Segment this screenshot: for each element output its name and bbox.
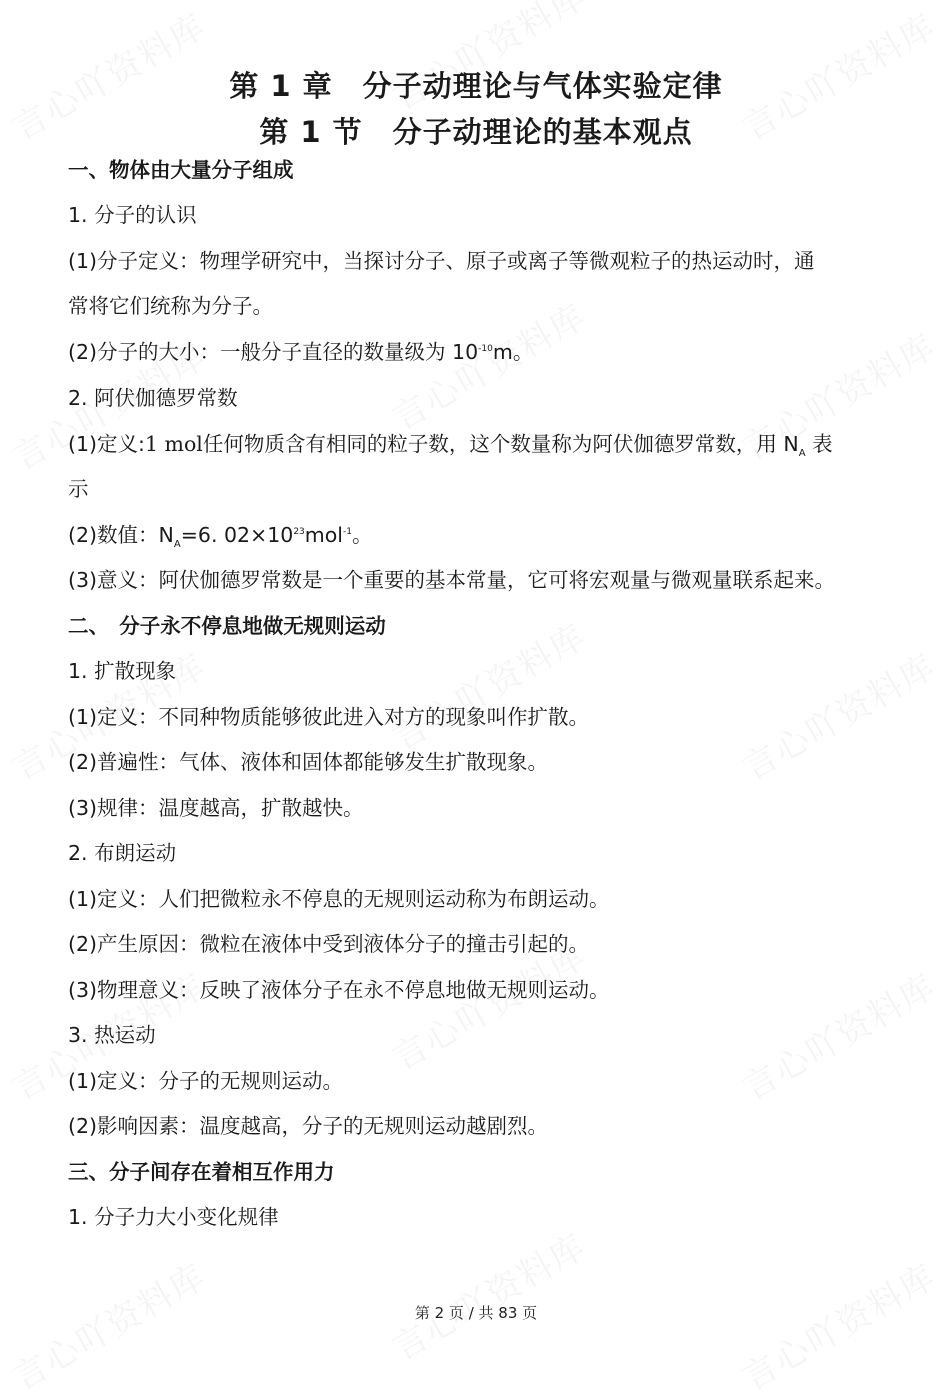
paragraph-line: (3)规律：温度越高，扩散越快。 <box>68 796 364 820</box>
paragraph-line: (3)意义：阿伏伽德罗常数是一个重要的基本常量，它可将宏观量与微观量联系起来。 <box>68 568 836 592</box>
chapter-title: 第 1 章 分子动理论与气体实验定律 <box>229 69 723 103</box>
paragraph-line: (2)产生原因：微粒在液体中受到液体分子的撞击引起的。 <box>68 932 590 956</box>
subheading: 2. 布朗运动 <box>68 841 177 865</box>
paragraph-line: (1)定义：人们把微粒永不停息的无规则运动称为布朗运动。 <box>68 887 610 911</box>
superscript: -10 <box>478 344 493 355</box>
subscript: A <box>798 448 806 460</box>
paragraph-line: (1)分子定义：物理学研究中，当探讨分子、原子或离子等微观粒子的热运动时，通 <box>68 249 815 273</box>
text-run: (2)数值：N <box>68 523 174 547</box>
section-heading: 三、分子间存在着相互作用力 <box>68 1160 335 1184</box>
subheading: 1. 分子力大小变化规律 <box>68 1205 279 1229</box>
paragraph-line: 常将它们统称为分子。 <box>68 294 273 318</box>
paragraph-line: 示 <box>68 477 89 501</box>
paragraph-line <box>68 520 898 550</box>
watermark <box>732 1249 944 1399</box>
section-heading: 二、 分子永不停息地做无规则运动 <box>68 614 386 638</box>
paragraph-line: (2)普遍性：气体、液体和固体都能够发生扩散现象。 <box>68 750 549 774</box>
subheading: 2. 阿伏伽德罗常数 <box>68 386 238 410</box>
watermark <box>382 1219 594 1369</box>
section-title: 第 1 节 分子动理论的基本观点 <box>259 115 693 149</box>
subheading: 1. 分子的认识 <box>68 203 197 227</box>
text-run: (2)分子的大小：一般分子直径的数量级为 10 <box>68 340 479 364</box>
section-heading: 一、物体由大量分子组成 <box>68 158 294 182</box>
superscript: -1 <box>343 527 352 538</box>
superscript: 23 <box>293 527 305 538</box>
page-footer: 第 2 页 / 共 83 页 <box>414 1304 538 1322</box>
paragraph-line: (3)物理意义：反映了液体分子在永不停息地做无规则运动。 <box>68 978 610 1002</box>
text-run: (1)定义: <box>68 432 145 456</box>
text-run: 。 <box>351 523 373 547</box>
paragraph-line <box>68 337 898 367</box>
text-run: =6. 02×10 <box>180 523 294 547</box>
subscript: A <box>173 539 181 551</box>
text-run: 表 <box>805 432 833 456</box>
watermark <box>2 1249 214 1399</box>
paragraph-line: (2)影响因素：温度越高，分子的无规则运动越剧烈。 <box>68 1114 549 1138</box>
paragraph-line: (1)定义：分子的无规则运动。 <box>68 1069 344 1093</box>
subheading: 1. 扩散现象 <box>68 659 177 683</box>
subheading: 3. 热运动 <box>68 1023 156 1047</box>
text-run: 1 mol <box>144 432 203 456</box>
paragraph-line <box>68 429 898 459</box>
text-run: m。 <box>492 340 534 364</box>
text-run: 任何物质含有相同的粒子数，这个数量称为阿伏伽德罗常数，用 N <box>202 432 799 456</box>
paragraph-line: (1)定义：不同种物质能够彼此进入对方的现象叫作扩散。 <box>68 705 590 729</box>
text-run: mol <box>304 523 343 547</box>
